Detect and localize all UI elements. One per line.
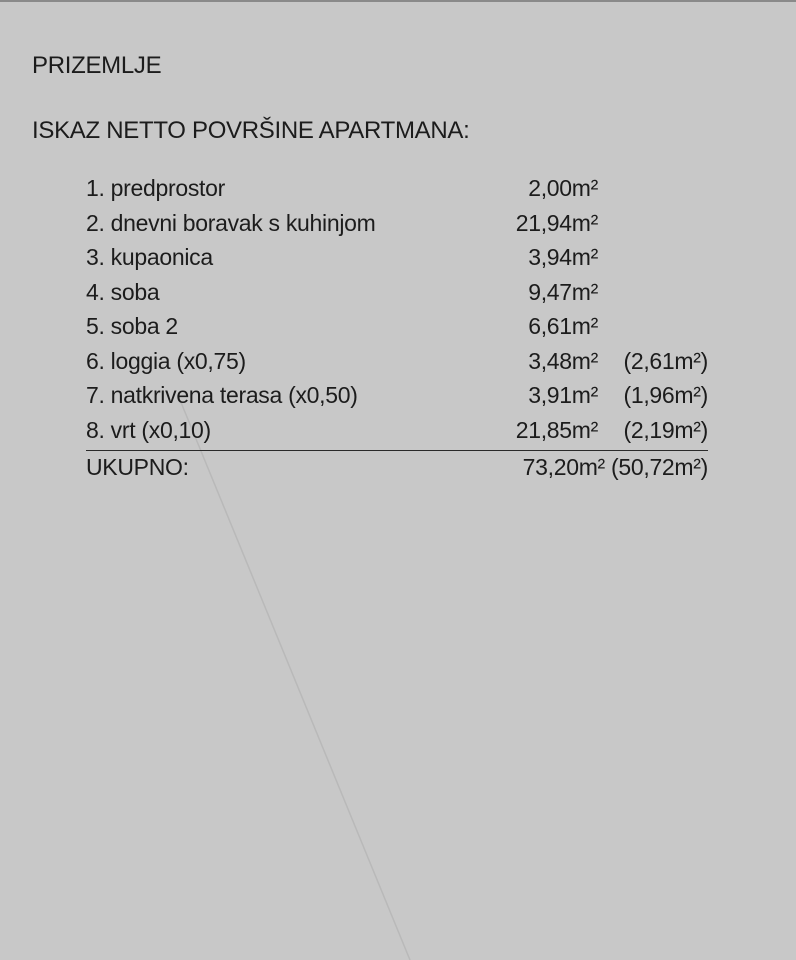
room-area: 3,94m²	[528, 244, 598, 270]
total-value: 73,20m² (50,72m²)	[522, 453, 708, 480]
room-label: 1. predprostor	[86, 175, 225, 201]
room-row-8	[86, 417, 708, 451]
room-area: 2,00m²	[528, 175, 598, 201]
room-label: 5. soba 2	[86, 313, 178, 339]
room-area: 21,85m²	[515, 416, 598, 443]
room-net-area: (2,19m²)	[623, 416, 708, 443]
room-label: 4. soba	[86, 278, 160, 305]
room-area: 3,91m²	[528, 382, 598, 408]
room-label: 8. vrt (x0,10)	[86, 416, 211, 443]
level-title: PRIZEMLJE	[32, 52, 162, 79]
room-row-6	[86, 348, 708, 383]
room-net-area: (2,61m²)	[623, 347, 708, 374]
room-label: 7. natkrivena terasa (x0,50)	[86, 382, 358, 408]
room-label: 6. loggia (x0,75)	[86, 347, 246, 374]
room-area: 6,61m²	[528, 313, 598, 339]
room-label: 2. dnevni boravak s kuhinjom	[86, 209, 376, 236]
area-table	[86, 175, 708, 485]
total-row	[86, 451, 708, 485]
room-net-area: (1,96m²)	[623, 382, 708, 408]
section-title: ISKAZ NETTO POVRŠINE APARTMANA:	[32, 117, 470, 144]
room-row-4	[86, 279, 708, 314]
room-row-5	[86, 313, 708, 348]
total-label: UKUPNO:	[86, 453, 189, 480]
room-area: 3,48m²	[528, 347, 598, 374]
room-row-3	[86, 244, 708, 279]
room-area: 21,94m²	[515, 209, 598, 236]
room-row-1	[86, 175, 708, 210]
room-row-7	[86, 382, 708, 417]
room-row-2	[86, 210, 708, 245]
room-area: 9,47m²	[528, 278, 598, 305]
room-label: 3. kupaonica	[86, 244, 213, 270]
